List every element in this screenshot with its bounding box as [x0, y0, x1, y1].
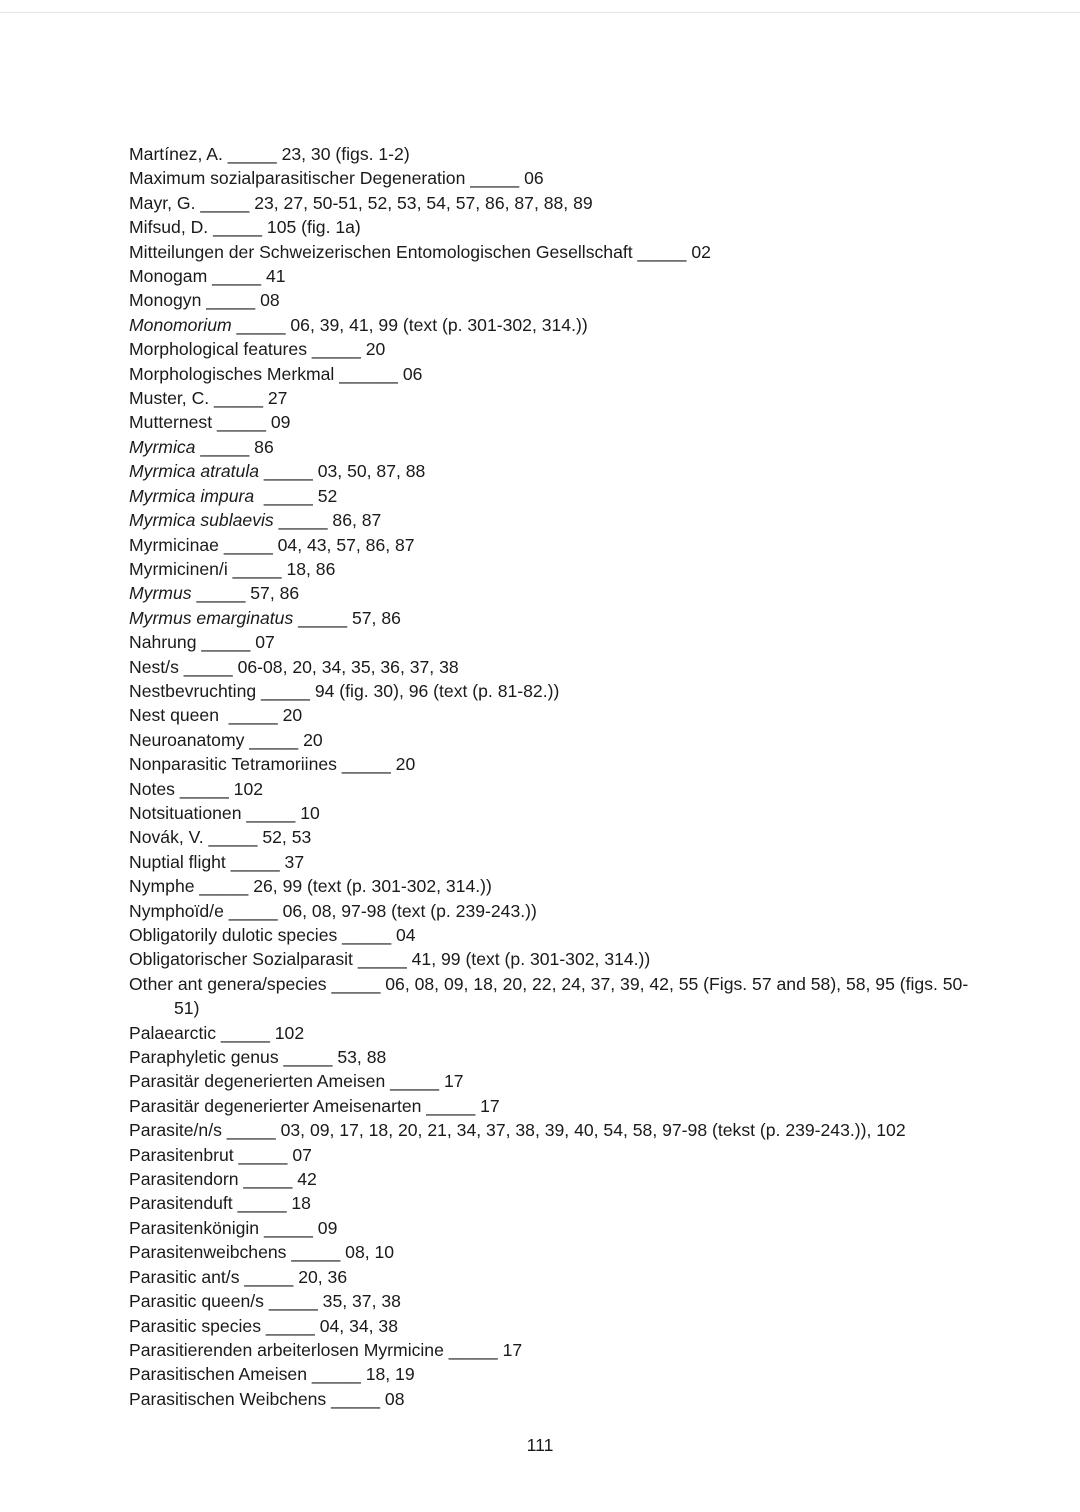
page-references: 06, 39, 41, 99 (text (p. 301-302, 314.))	[290, 314, 588, 335]
leader-line: _____	[293, 607, 352, 628]
index-term: Monomorium	[129, 314, 232, 335]
index-entry	[129, 410, 989, 434]
page-references: 07	[255, 632, 275, 653]
page-references: 94 (fig. 30), 96 (text (p. 81-82.))	[314, 680, 560, 701]
leader-line: _____	[337, 925, 396, 945]
index-term: Myrmus	[129, 583, 192, 604]
page-references: 20	[282, 705, 303, 726]
index-entry	[129, 264, 989, 288]
leader-line: _____	[178, 656, 238, 677]
leader-line: _____	[191, 583, 251, 604]
leader-line: _____	[231, 314, 291, 335]
leader-line: _____	[174, 778, 234, 799]
index-entry	[129, 947, 989, 971]
leader-line: _____	[632, 241, 692, 262]
index-term: Myrmica atratula	[129, 461, 260, 482]
page-references: 09	[270, 412, 291, 433]
leader-line: _____	[209, 388, 268, 409]
index-entry	[129, 288, 989, 312]
index-list	[129, 142, 989, 1411]
leader-line: _____	[241, 802, 301, 823]
index-entry	[129, 850, 989, 874]
index-term: Nestbevruchting	[129, 680, 257, 701]
index-term: Parasitendorn	[129, 1169, 239, 1190]
leader-line: _____	[261, 1315, 320, 1336]
index-entry	[129, 1069, 989, 1093]
page-references: 20	[395, 754, 416, 775]
leader-line: _____	[222, 144, 282, 164]
index-entry	[129, 972, 989, 1021]
leader-line: _____	[225, 851, 285, 872]
index-term: Parasitenduft	[129, 1193, 233, 1214]
index-entry	[129, 752, 989, 776]
index-term: Parasite/n/s	[129, 1120, 222, 1141]
leader-line: _____	[201, 290, 261, 311]
page-references: 18, 19	[365, 1364, 415, 1385]
index-term: Parasitenbrut	[129, 1144, 234, 1165]
index-term: Novák, V.	[129, 827, 204, 848]
leader-line: _____	[259, 461, 318, 482]
index-entry	[129, 484, 989, 508]
page-references: 105 (fig. 1a)	[266, 217, 361, 238]
index-term: Parasitenkönigin	[129, 1217, 260, 1238]
index-entry	[129, 435, 989, 459]
index-term: Morphologisches Merkmal	[129, 363, 335, 384]
leader-line: _____	[385, 1071, 444, 1092]
page-references: 06-08, 20, 34, 35, 36, 37, 38	[237, 656, 459, 677]
leader-line: _____	[307, 339, 366, 360]
index-term: Parasitic species	[129, 1315, 262, 1336]
index-entry	[129, 630, 989, 654]
page-references: 10	[300, 802, 320, 823]
leader-line: _____	[223, 900, 283, 921]
index-term: Nymphe	[129, 876, 195, 897]
page-references: 20, 36	[298, 1266, 348, 1287]
index-term: Paraphyletic genus	[129, 1047, 279, 1068]
index-entry	[129, 240, 989, 264]
leader-line: _____	[421, 1095, 481, 1116]
page-references: 08	[260, 290, 280, 311]
index-entry	[129, 825, 989, 849]
leader-line: _____	[259, 1217, 318, 1238]
page-references: 06, 08, 97-98 (text (p. 239-243.))	[282, 900, 537, 921]
index-term: Other ant genera/species	[129, 973, 327, 994]
page-references: 03, 09, 17, 18, 20, 21, 34, 37, 38, 39, 40, 54, 58, 97-98 (tekst (p. 239-243.)), 102	[280, 1120, 906, 1141]
index-term: Nest queen	[129, 705, 219, 726]
index-entry	[129, 1191, 989, 1215]
index-term: Mayr, G.	[129, 192, 196, 213]
index-term: Monogam	[129, 266, 208, 287]
leader-line: _____	[208, 217, 267, 238]
index-entry	[129, 215, 989, 239]
index-term: Nuptial flight	[129, 851, 226, 872]
index-term: Muster, C.	[129, 388, 210, 409]
index-term: Nahrung	[129, 632, 197, 653]
index-entry	[129, 703, 989, 727]
index-term: Mutternest	[129, 412, 213, 433]
page-references: 17	[480, 1095, 500, 1116]
leader-line: _____	[203, 827, 263, 848]
index-term: Nest/s	[129, 656, 179, 677]
index-entry	[129, 191, 989, 215]
page-references: 37	[284, 851, 305, 872]
leader-line: _____	[443, 1339, 503, 1360]
leader-line: _____	[221, 1120, 281, 1141]
page-references: 07	[292, 1144, 312, 1165]
leader-line: _____	[212, 412, 271, 433]
page-references: 41, 99 (text (p. 301-302, 314.))	[411, 949, 651, 970]
leader-line: _____	[239, 1266, 299, 1287]
index-term: Mifsud, D.	[129, 217, 209, 238]
page-references: 23, 30 (figs. 1-2)	[281, 144, 410, 164]
index-term: Parasitenweibchens	[129, 1242, 287, 1263]
index-entry	[129, 313, 989, 337]
leader-line: _____	[326, 1388, 385, 1409]
index-entry	[129, 1045, 989, 1069]
leader-line: _____	[195, 436, 255, 457]
index-entry	[129, 459, 989, 483]
leader-line: _____	[352, 949, 412, 970]
page-references: 102	[274, 1022, 305, 1043]
index-entry	[129, 1289, 989, 1313]
page-references: 42	[297, 1169, 317, 1190]
page-references: 35, 37, 38	[322, 1291, 401, 1312]
index-entry	[129, 801, 989, 825]
page-references: 17	[502, 1339, 523, 1360]
page-references: 86	[254, 436, 274, 457]
index-term: Palaearctic	[129, 1022, 217, 1043]
leader-line: _____	[194, 876, 254, 897]
index-term: Martínez, A.	[129, 144, 223, 164]
index-entry	[129, 1240, 989, 1264]
leader-line: ______	[334, 363, 403, 384]
page-references: 18, 86	[286, 558, 336, 579]
index-term: Notes	[129, 778, 175, 799]
index-entry	[129, 386, 989, 410]
index-entry	[129, 337, 989, 361]
index-entry	[129, 142, 989, 166]
index-term: Parasitär degenerierten Ameisen	[129, 1071, 386, 1092]
leader-line: _____	[278, 1047, 338, 1068]
index-entry	[129, 1021, 989, 1045]
top-divider	[0, 12, 1080, 13]
index-entry	[129, 777, 989, 801]
index-entry	[129, 874, 989, 898]
leader-line: _____	[306, 1364, 366, 1385]
index-entry	[129, 533, 989, 557]
page-references: 86, 87	[332, 510, 382, 531]
leader-line: _____	[216, 1022, 275, 1043]
index-term: Myrmica	[129, 436, 196, 457]
index-entry	[129, 728, 989, 752]
page-references: 52, 53	[262, 827, 312, 848]
page-references: 53, 88	[337, 1047, 387, 1068]
index-entry	[129, 1265, 989, 1289]
page-references: 04, 43, 57, 86, 87	[277, 534, 415, 555]
index-term: Parasitic queen/s	[129, 1291, 264, 1312]
page-references: 52	[317, 485, 338, 506]
index-entry	[129, 1338, 989, 1362]
page-references: 26, 99 (text (p. 301-302, 314.))	[253, 876, 492, 897]
index-entry	[129, 606, 989, 630]
index-entry	[129, 679, 989, 703]
leader-line: _____	[263, 1291, 323, 1312]
leader-line: _____	[219, 705, 283, 726]
leader-line: _____	[238, 1169, 298, 1190]
page-references: 23, 27, 50-51, 52, 53, 54, 57, 86, 87, 88, 89	[254, 192, 593, 213]
leader-line: _____	[254, 485, 318, 506]
index-entry	[129, 1362, 989, 1386]
index-term: Parasitischen Ameisen	[129, 1364, 307, 1385]
page-references: 08	[384, 1388, 405, 1409]
page-references: 17	[443, 1071, 464, 1092]
leader-line: _____	[218, 534, 278, 555]
page-references: 04, 34, 38	[319, 1315, 398, 1336]
index-term: Myrmicinae	[129, 534, 219, 555]
leader-line: _____	[207, 266, 266, 287]
index-entry	[129, 1118, 989, 1142]
index-term: Notsituationen	[129, 802, 242, 823]
page-references: 06	[402, 363, 423, 384]
index-entry	[129, 166, 989, 190]
index-entry	[129, 1387, 989, 1411]
leader-line: _____	[465, 168, 525, 189]
index-term: Nymphoïd/e	[129, 900, 224, 921]
index-term: Myrmica sublaevis	[129, 510, 274, 531]
index-term: Maximum sozialparasitischer Degeneration	[129, 168, 466, 189]
page-references: 102	[233, 778, 264, 799]
index-term: Morphological features	[129, 339, 307, 360]
index-term: Obligatorischer Sozialparasit	[129, 949, 353, 970]
index-entry	[129, 508, 989, 532]
page-references: 57, 86	[351, 607, 401, 628]
page-references: 06	[524, 168, 544, 189]
index-term: Nonparasitic Tetramoriines	[129, 754, 337, 775]
index-term: Parasitic ant/s	[129, 1266, 240, 1287]
leader-line: _____	[326, 973, 386, 994]
page-references: 09	[317, 1217, 338, 1238]
page-references: 03, 50, 87, 88	[317, 461, 426, 482]
leader-line: _____	[233, 1144, 293, 1165]
index-entry	[129, 1167, 989, 1191]
index-entry	[129, 1143, 989, 1167]
page-number: 111	[526, 1435, 554, 1455]
page-references: 08, 10	[345, 1242, 395, 1263]
index-term: Myrmus emarginatus	[129, 607, 294, 628]
leader-line: _____	[336, 754, 396, 775]
index-entry	[129, 655, 989, 679]
index-term: Neuroanatomy	[129, 729, 245, 750]
index-term: Myrmicinen/i	[129, 558, 228, 579]
leader-line: _____	[227, 558, 287, 579]
index-term: Mitteilungen der Schweizerischen Entomologischen Gesellschaft	[129, 241, 633, 262]
page-references: 20	[303, 729, 323, 750]
leader-line: _____	[196, 632, 256, 653]
index-term: Obligatorily dulotic species	[129, 925, 338, 945]
page-references: 02	[691, 241, 711, 262]
leader-line: _____	[256, 680, 315, 701]
index-entry	[129, 1216, 989, 1240]
leader-line: _____	[273, 510, 333, 531]
index-entry	[129, 581, 989, 605]
index-term: Parasitischen Weibchens	[129, 1388, 327, 1409]
leader-line: _____	[232, 1193, 292, 1214]
index-term: Parasitär degenerierter Ameisenarten	[129, 1095, 422, 1116]
page-references: 20	[365, 339, 386, 360]
index-entry	[129, 557, 989, 581]
index-entry	[129, 1094, 989, 1118]
index-term: Myrmica impura	[129, 485, 255, 506]
index-term: Monogyn	[129, 290, 202, 311]
page-references: 27	[267, 388, 288, 409]
leader-line: _____	[286, 1242, 346, 1263]
page-references: 04	[396, 925, 416, 945]
index-entry	[129, 1314, 989, 1338]
page-references: 06, 08, 09, 18, 20, 22, 24, 37, 39, 42, 55 (Figs. 57 and 58), 58, 95 (figs. 50-51)	[174, 973, 969, 1019]
page-references: 18	[291, 1193, 311, 1214]
index-term: Parasitierenden arbeiterlosen Myrmicine	[129, 1339, 444, 1360]
index-entry	[129, 923, 989, 947]
index-entry	[129, 362, 989, 386]
leader-line: _____	[195, 192, 255, 213]
page-references: 57, 86	[250, 583, 300, 604]
index-entry	[129, 899, 989, 923]
leader-line: _____	[244, 729, 304, 750]
page-references: 41	[265, 266, 286, 287]
